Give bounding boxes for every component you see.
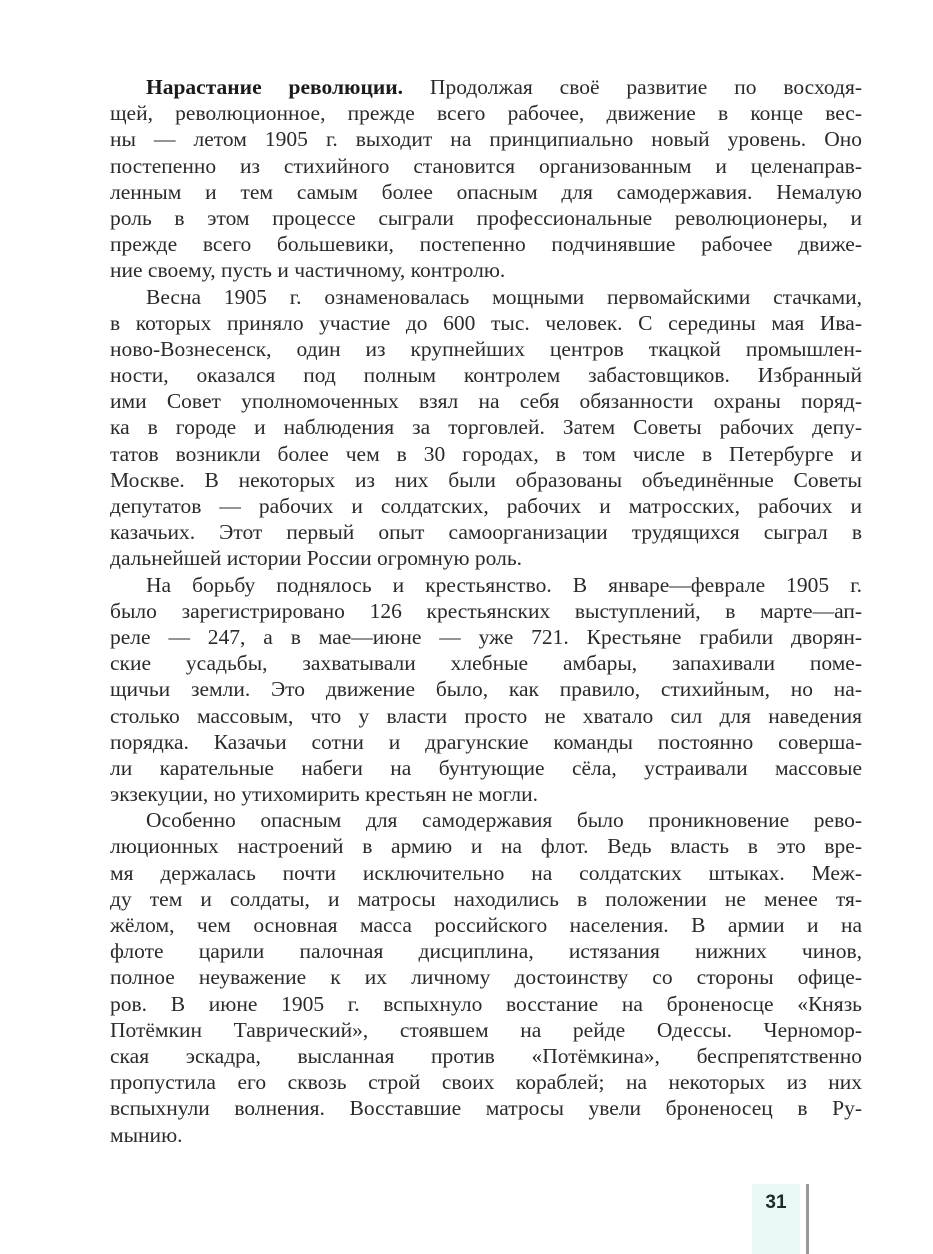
text-line-content: ны — летом 1905 г. выходит на принципиально новый уровень. Оно (110, 127, 862, 152)
text-line-content: вспыхнули волнения. Восставшие матросы увели броненосец в Ру- (110, 1096, 862, 1121)
text-line (110, 938, 862, 964)
text-line (110, 74, 862, 100)
text-line (110, 153, 862, 179)
text-line-content: столько массовым, что у власти просто не хватало сил для наведения (110, 703, 862, 728)
text-line (110, 545, 862, 571)
text-line-content: Потёмкин Таврический», стоявшем на рейде Одессы. Черномор- (110, 1017, 862, 1042)
text-line (110, 126, 862, 152)
page-number-box (752, 1184, 800, 1254)
text-line (110, 257, 862, 283)
text-line (110, 414, 862, 440)
text-line-content: полное неуважение к их личному достоинству со стороны офице- (110, 965, 862, 990)
text-line-content: порядка. Казачьи сотни и драгунские команды постоянно соверша- (110, 729, 862, 754)
text-line (110, 336, 862, 362)
text-line (110, 676, 862, 702)
text-line-content: На борьбу поднялось и крестьянство. В январе—феврале 1905 г. (146, 572, 862, 597)
text-line-content: экзекуции, но утихомирить крестьян не могли. (110, 782, 538, 807)
text-line-content: щей, революционное, прежде всего рабочее, движение в конце вес- (110, 101, 862, 126)
page-number: 31 (765, 1192, 787, 1213)
text-line-content: в которых приняло участие до 600 тыс. человек. С середины мая Ива- (110, 310, 862, 335)
text-line (110, 572, 862, 598)
text-line-content: казачьих. Этот первый опыт самоорганизации трудящихся сыграл в (110, 520, 862, 545)
text-line-content: ново-Вознесенск, один из крупнейших центров ткацкой промышлен- (110, 336, 862, 361)
text-line (110, 729, 862, 755)
text-line-content: ими Совет уполномоченных взял на себя обязанности охраны поряд- (110, 389, 862, 414)
text-line (110, 886, 862, 912)
text-line-content: ду тем и солдаты, и матросы находились в положении не менее тя- (110, 886, 862, 911)
text-line-content: Продолжая своё развитие по восходя- (403, 75, 862, 99)
text-line (110, 1069, 862, 1095)
text-line (110, 1122, 862, 1148)
text-line (110, 467, 862, 493)
text-line (110, 807, 862, 833)
text-line (110, 1095, 862, 1121)
text-line (110, 284, 862, 310)
text-line-content: ли карательные набеги на бунтующие сёла, устраивали массовые (110, 755, 862, 780)
margin-rule (806, 1184, 809, 1254)
text-line-content: ская эскадра, высланная против «Потёмкина», беспрепятственно (110, 1043, 862, 1068)
text-line-content: Особенно опасным для самодержавия было проникновение рево- (146, 808, 862, 833)
text-line-content: ров. В июне 1905 г. вспыхнуло восстание на броненосце «Князь (110, 991, 862, 1016)
text-line (110, 388, 862, 414)
text-line (110, 362, 862, 388)
text-line-content: люционных настроений в армию и на флот. Ведь власть в это вре- (110, 834, 862, 859)
text-line-content: Москве. В некоторых из них были образованы объединённые Советы (110, 467, 862, 492)
text-line-content: постепенно из стихийного становится организованным и целенаправ- (110, 153, 862, 178)
text-line-content: ка в городе и наблюдения за торговлей. Затем Советы рабочих депу- (110, 415, 862, 440)
paragraph (110, 284, 862, 572)
text-line-content: флоте царили палочная дисциплина, истязания нижних чинов, (110, 939, 862, 964)
body-text (110, 74, 862, 1148)
text-line-content: депутатов — рабочих и солдатских, рабочих и матросских, рабочих и (110, 494, 862, 518)
text-line (110, 755, 862, 781)
text-line (110, 100, 862, 126)
text-line-content: ности, оказался под полным контролем забастовщиков. Избранный (110, 363, 862, 388)
text-line (110, 650, 862, 676)
text-line-content: ленным и тем самым более опасным для самодержавия. Немалую (110, 179, 862, 204)
text-line-content: прежде всего большевики, постепенно подчинявшие рабочее движе- (110, 232, 862, 257)
text-line-content: дальнейшей истории России огромную роль. (110, 546, 523, 571)
text-line (110, 912, 862, 938)
text-line-content: мя держалась почти исключительно на солдатских штыках. Меж- (110, 860, 862, 885)
paragraph (110, 572, 862, 808)
text-line (110, 493, 862, 519)
text-line (110, 231, 862, 257)
paragraph (110, 807, 862, 1147)
paragraph (110, 74, 862, 284)
text-line (110, 205, 862, 231)
text-line (110, 179, 862, 205)
text-line-content: ние своему, пусть и частичному, контролю. (110, 258, 506, 283)
text-line-content: было зарегистрировано 126 крестьянских выступлений, в марте—ап- (110, 598, 862, 623)
text-line (110, 703, 862, 729)
text-line (110, 991, 862, 1017)
text-line (110, 519, 862, 545)
text-line-content: Весна 1905 г. ознаменовалась мощными первомайскими стачками, (146, 284, 862, 309)
text-line-content: мынию. (110, 1122, 183, 1147)
text-line (110, 441, 862, 467)
text-line (110, 860, 862, 886)
text-line-content: жёлом, чем основная масса российского населения. В армии и на (110, 913, 862, 937)
section-lead-heading: Нарастание революции. (146, 75, 403, 99)
text-line-content: роль в этом процессе сыграли профессиональные революционеры, и (110, 205, 862, 230)
text-line-content: пропустила его сквозь строй своих кораблей; на некоторых из них (110, 1070, 862, 1095)
text-line-content: татов возникли более чем в 30 городах, в том числе в Петербурге и (110, 441, 862, 466)
text-line (110, 624, 862, 650)
text-line (110, 310, 862, 336)
text-line (110, 1017, 862, 1043)
text-line-content: щичьи земли. Это движение было, как правило, стихийным, но на- (110, 677, 862, 702)
text-line (110, 833, 862, 859)
text-line (110, 598, 862, 624)
text-line-content: ские усадьбы, захватывали хлебные амбары, запахивали поме- (110, 651, 862, 676)
text-line (110, 781, 862, 807)
text-line-content: реле — 247, а в мае—июне — уже 721. Крестьяне грабили дворян- (110, 624, 862, 649)
text-line (110, 1043, 862, 1069)
text-line (110, 964, 862, 990)
